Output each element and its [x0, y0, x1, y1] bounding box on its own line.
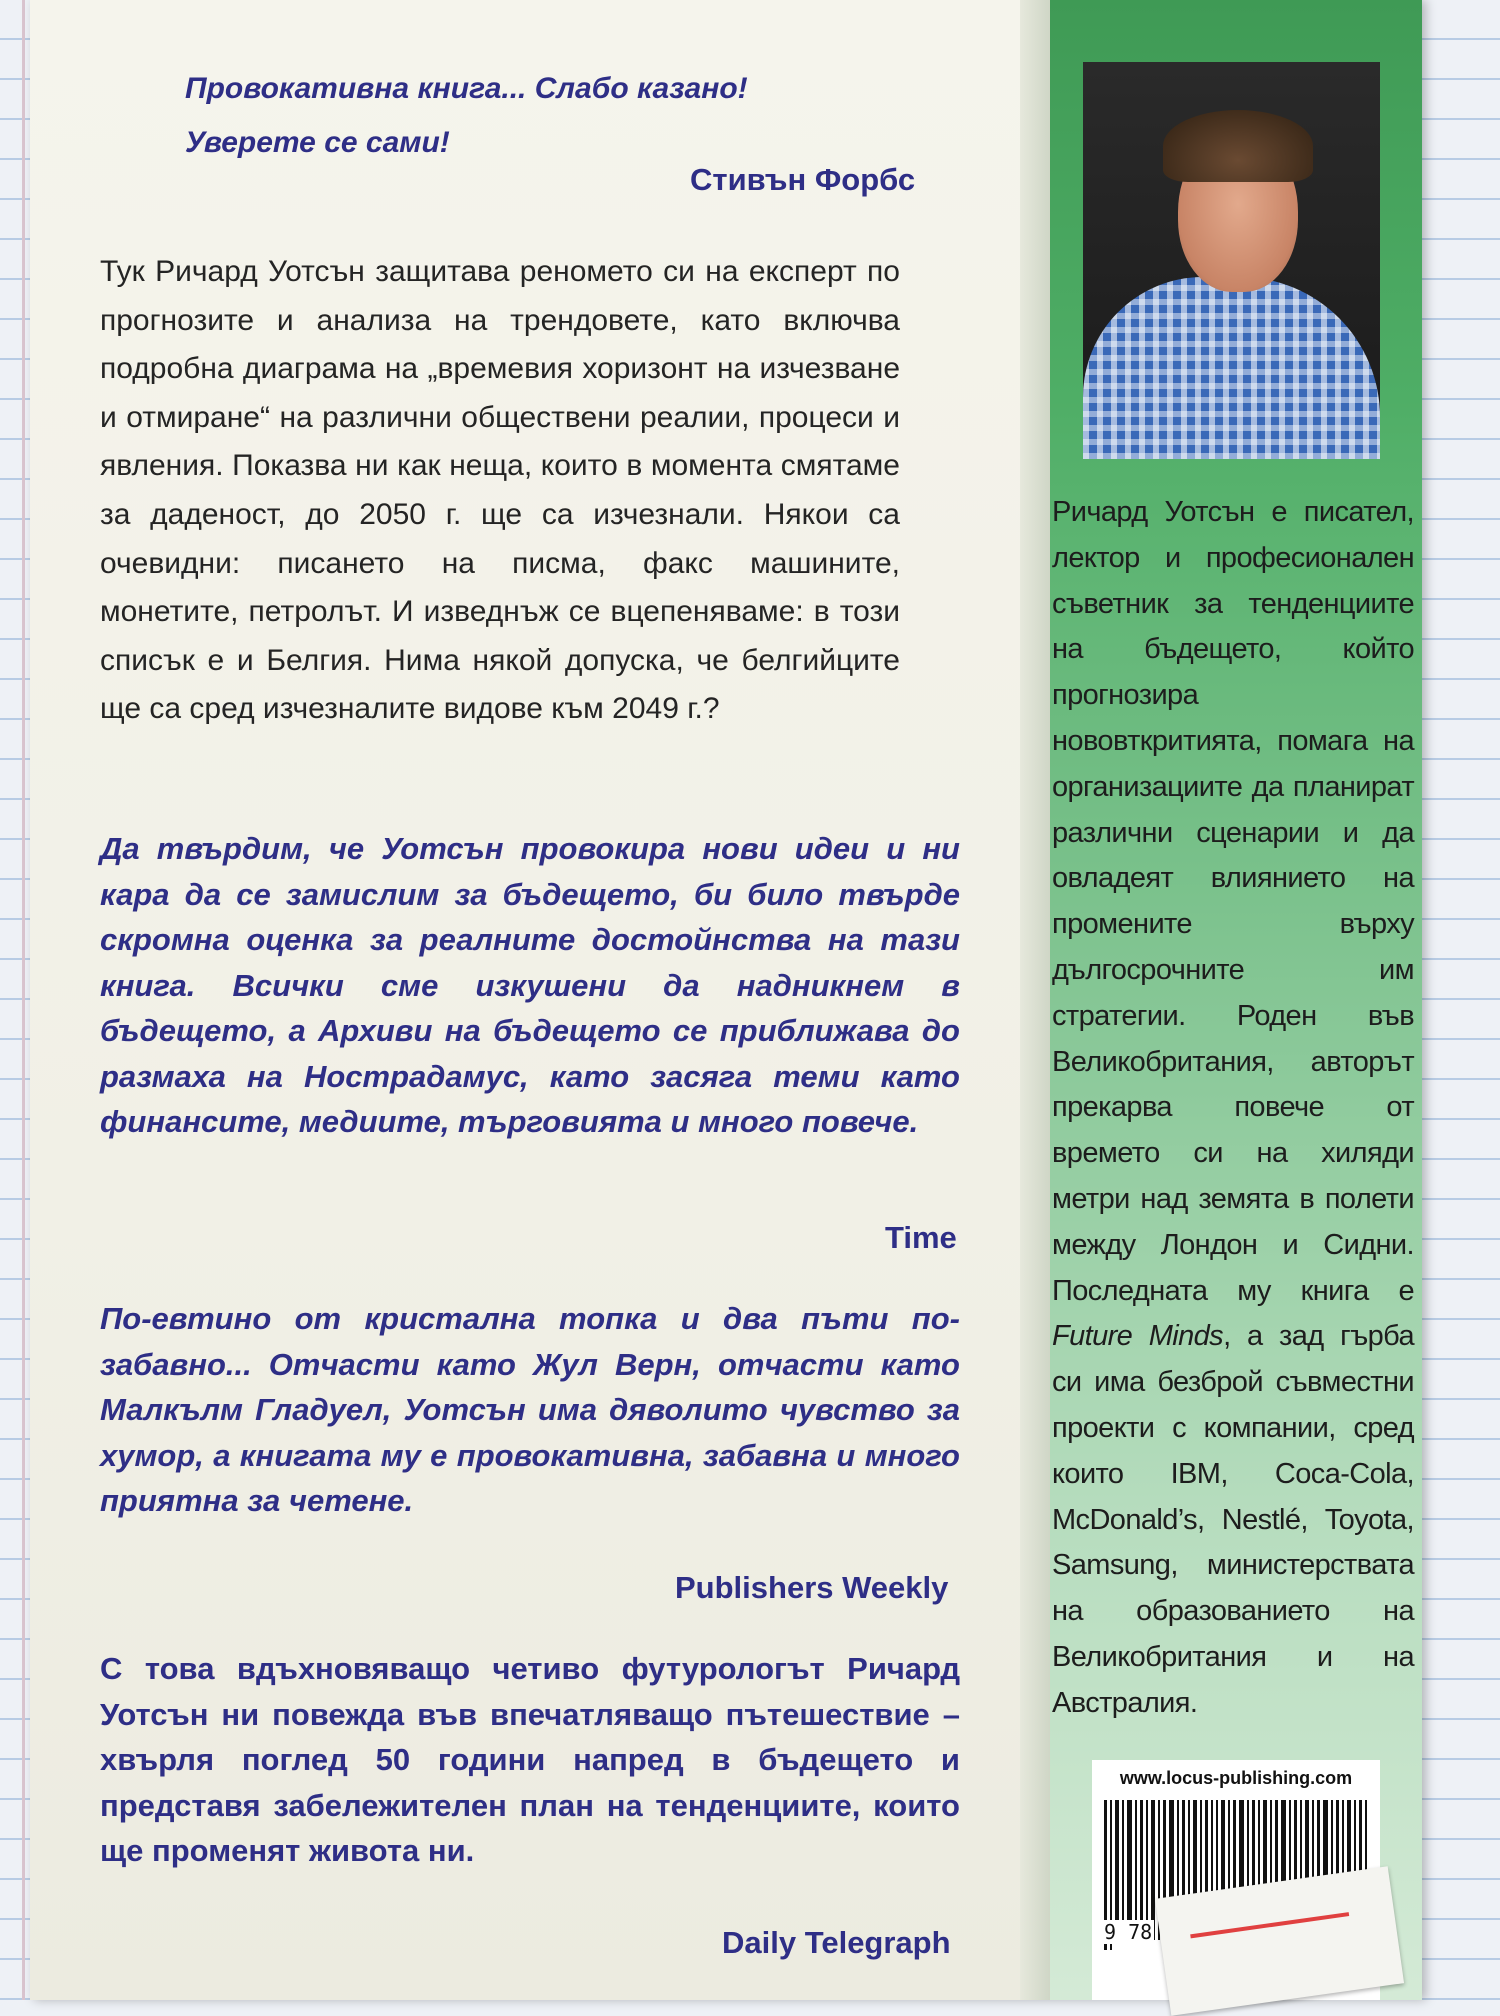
publisher-url: www.locus-publishing.com — [1119, 1768, 1353, 1788]
time-quote-source: Time — [885, 1220, 957, 1255]
author-bio-text-2: , а зад гърба си има безброй съвместни проекти с компании, сред които IBM, Coca-Cola, McDonald’s, Nestlé, Toyota, Samsung, министерствата на образованието на Великобритания и на Австралия. — [1052, 1320, 1415, 1719]
author-photo — [1083, 62, 1380, 459]
top-quote-line-2: Уверете се сами! — [185, 126, 450, 159]
book-description: Тук Ричард Уотсън защитава реномето си на експерт по прогнозите и анализа на трендовете, като включва подробна диаграма на „времевия хоризонт на изчезване и отмиране“ на различни обществени реалии, процеси и явления. Показва ни как неща, които в момента смятаме за даденост, до 2050 г. ще са изчезнали. Някои са очевидни: писането на писма, факс машините, монетите, петролът. И изведнъж се вцепеняваме: в този списък е и Белгия. Нима някой допуска, че белгийците ще са сред изчезналите видове към 2049 г.? — [100, 255, 900, 726]
notebook-margin-line — [22, 0, 25, 2000]
telegraph-quote-source: Daily Telegraph — [722, 1925, 951, 1960]
cover-fold-edge — [1020, 0, 1050, 2000]
author-photo-hair — [1163, 110, 1313, 182]
time-quote-text: Да твърдим, че Уотсън провокира нови идеи и ни кара да се замислим за бъдещето, би било твърде скромна оценка за реалните достойнства на тази книга. Всички сме изкушени да надникнем в бъдещето, а Архиви на бъдещето се приближава до размаха на Нострадамус, като засяга теми като финансите, медиите, търговията и много повече. — [100, 831, 960, 1139]
telegraph-quote-text: С това вдъхновяващо четиво футурологът Ричард Уотсън ни повежда във впечатляващо пътешествие – хвърля поглед 50 години напред в бъдещето и представя забележителен план на тенденциите, които ще променят живота ни. — [100, 1651, 960, 1868]
author-bio-book-title: Future Minds — [1052, 1320, 1224, 1353]
author-bio — [1052, 490, 1414, 1727]
barcode-digits: 9 78 — [1104, 1920, 1153, 1944]
pw-quote-text: По-евтино от кристална топка и два пъти по-забавно... Отчасти като Жул Верн, отчасти като Малкълм Гладуел, Уотсън има дяволито чувство за хумор, а книгата му е провокативна, забавна и много приятна за четене. — [100, 1301, 960, 1518]
pw-quote-source: Publishers Weekly — [675, 1570, 949, 1605]
author-photo-shirt — [1083, 277, 1380, 459]
top-quote-source: Стивън Форбс — [690, 162, 916, 197]
sticker-red-line — [1190, 1912, 1349, 1938]
top-quote-line-1: Провокативна книга... Слабо казано! — [185, 72, 748, 105]
author-bio-text-1: Ричард Уотсън е писател, лектор и професионален съветник за тенденциите на бъдещето, който прогнозира нововткритията, помага на организациите да планират различни сценарии и да овладеят влиянието на промените върху дългосрочните им стратегии. Роден във Великобритания, авторът прекарва повече от времето си на хиляди метри над земята в полети между Лондон и Сидни. Последната му книга е — [1052, 496, 1414, 1307]
